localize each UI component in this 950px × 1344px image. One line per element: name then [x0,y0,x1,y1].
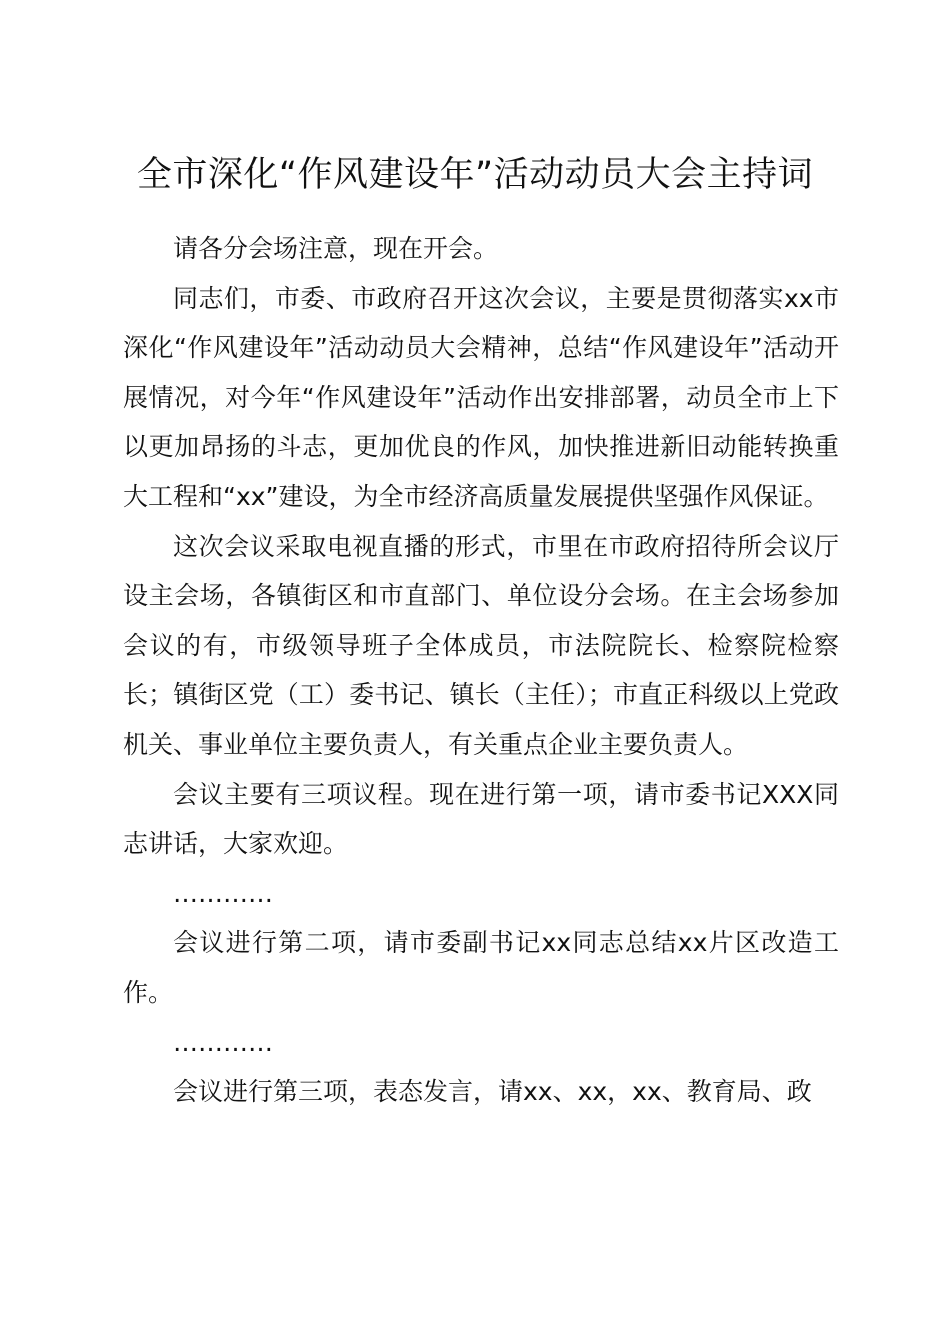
paragraph-purpose: 同志们，市委、市政府召开这次会议，主要是贯彻落实xx市深化“作风建设年”活动动员大会精神，总结“作风建设年”活动开展情况，对今年“作风建设年”活动作出安排部署，动员全市上下以更加昂扬的斗志，更加优良的作风，加快推进新旧动能转换重大工程和“xx”建设，为全市经济高质量发展提供坚强作风保证。 [123,283,839,511]
paragraph-venue-attendees: 这次会议采取电视直播的形式，市里在市政府招待所会议厅设主会场，各镇街区和市直部门、单位设分会场。在主会场参加会议的有，市级领导班子全体成员，市法院院长、检察院检察长；镇街区党（工）委书记、镇长（主任）；市直正科级以上党政机关、事业单位主要负责人，有关重点企业主要负责人。 [123,531,839,759]
paragraph-ellipsis-2: ………… [173,1027,273,1057]
paragraph-agenda-item-1: 会议主要有三项议程。现在进行第一项，请市委书记XXX同志讲话，大家欢迎。 [123,779,839,859]
paragraph-agenda-item-3: 会议进行第三项，表态发言，请xx、xx，xx、教育局、政 [173,1077,812,1107]
paragraph-ellipsis-1: ………… [173,878,273,908]
paragraph-call-to-order: 请各分会场注意，现在开会。 [173,234,499,263]
document-body [123,224,839,1117]
paragraph-agenda-item-2: 会议进行第二项，请市委副书记xx同志总结xx片区改造工作。 [123,928,839,1007]
document-title: 全市深化“作风建设年”活动动员大会主持词 [136,155,814,195]
